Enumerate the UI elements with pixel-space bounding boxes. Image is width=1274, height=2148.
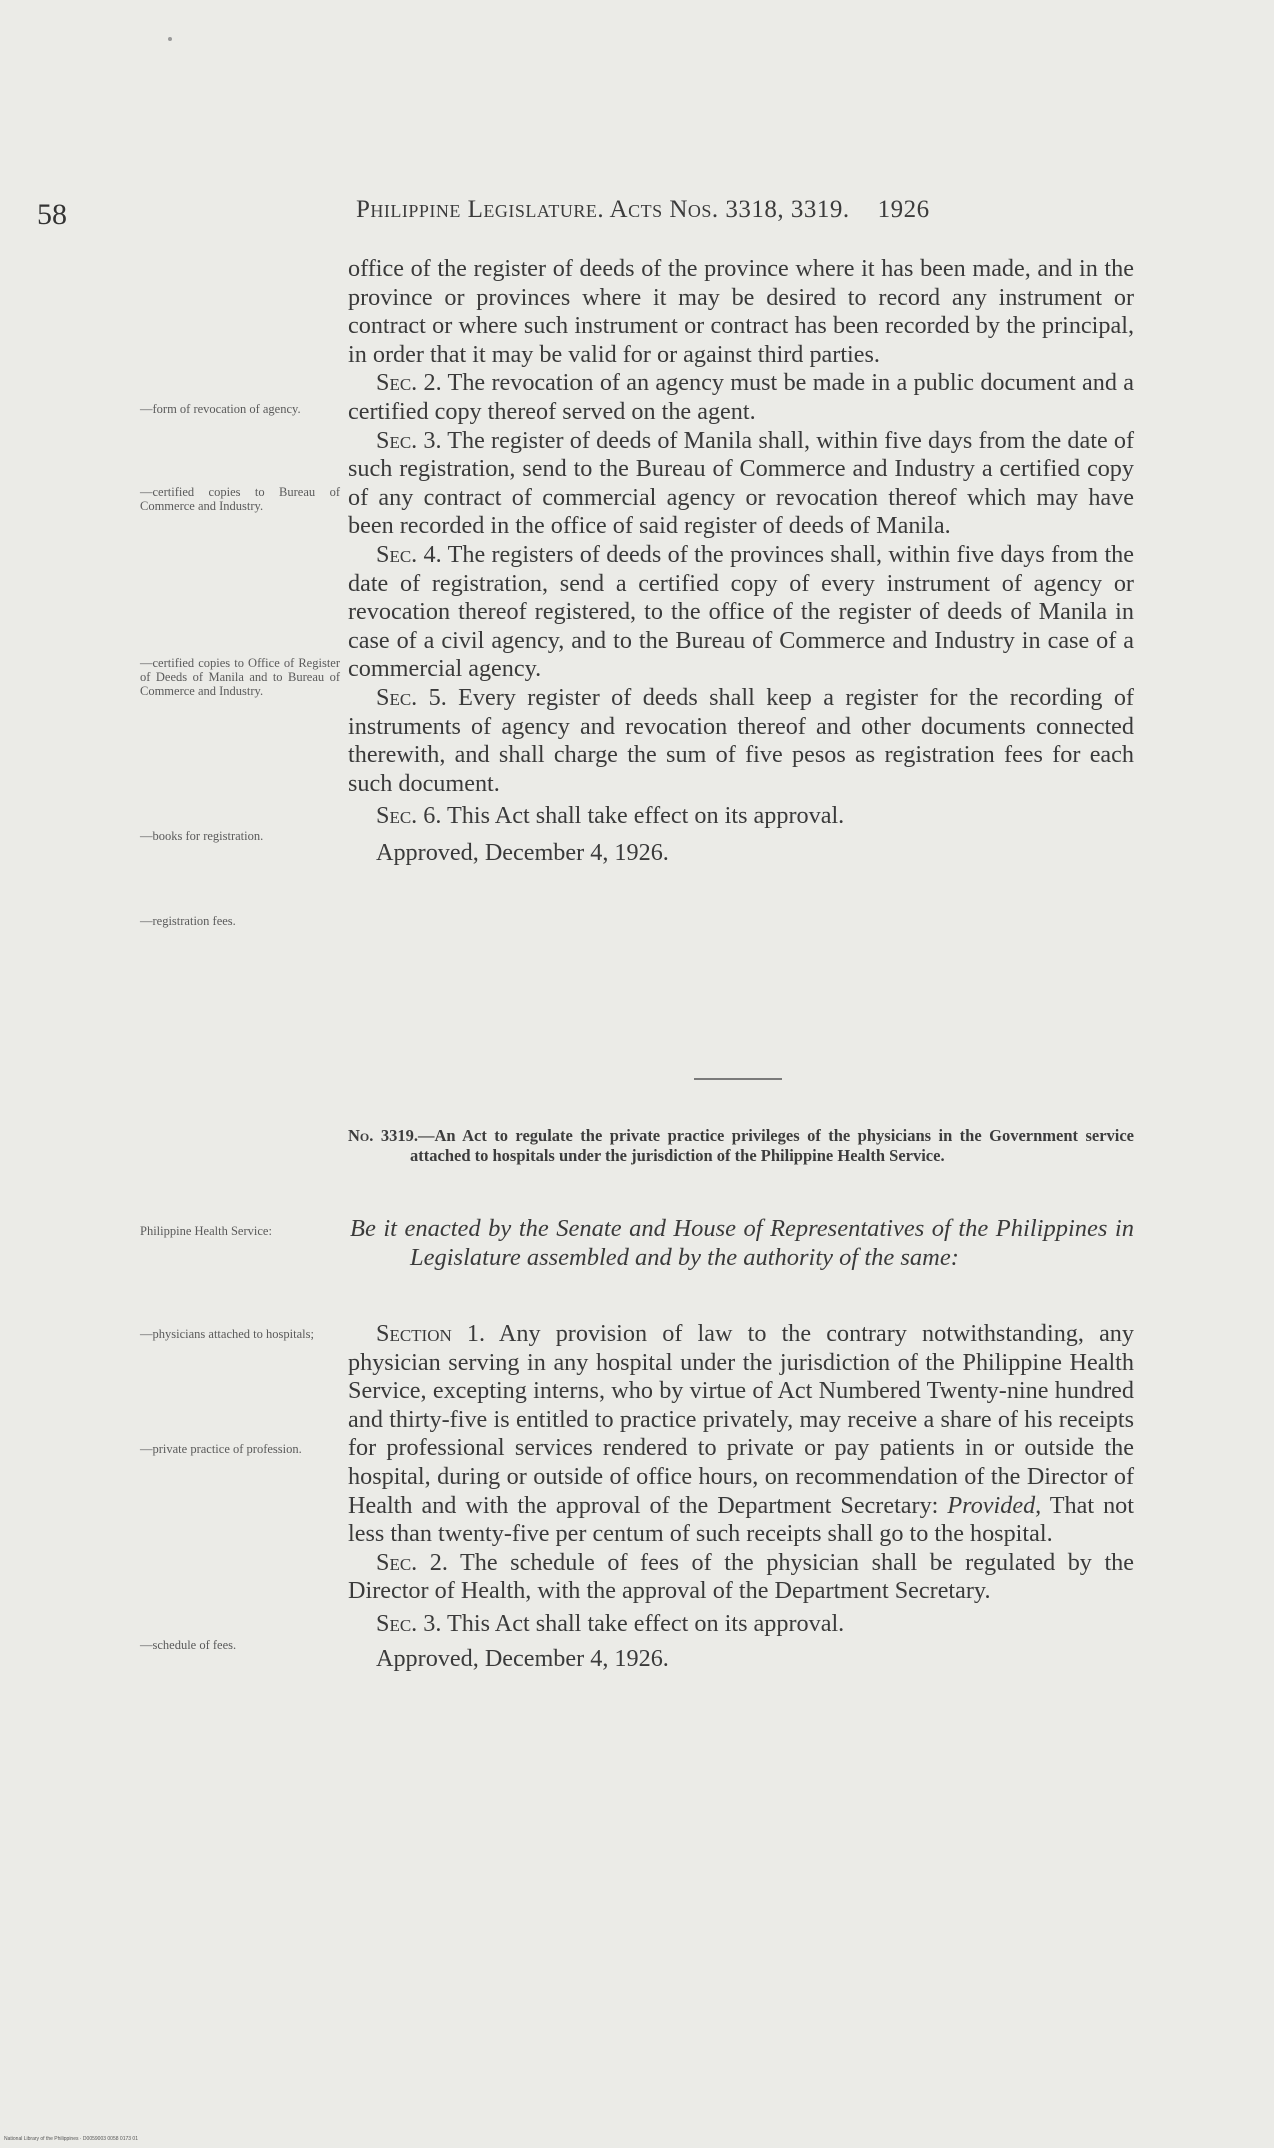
act-3318-body: [348, 255, 1134, 867]
header-year: 1926: [877, 196, 930, 223]
continuation-paragraph: office of the register of deeds of the province where it has been made, and in the province or provinces where it may be desired to record any instrument or contract or where such instrument or contract has been recorded by the principal, in order that it may be valid for or against third parties.: [348, 255, 1134, 368]
act2-approved: Approved, December 4, 1926.: [376, 1644, 669, 1672]
act-3319-body: [348, 1320, 1134, 1673]
act2-section-2: [348, 1549, 1134, 1606]
section-text: The revocation of an agency must be made in a public document and a certified copy thereof served on the agent.: [348, 369, 1134, 425]
act2-section-3: [348, 1610, 1134, 1639]
section-label: Sec. 2.: [376, 1548, 448, 1576]
proviso-word: Provided,: [947, 1491, 1042, 1519]
scan-speck: [168, 37, 172, 41]
act-3319-title: [348, 1126, 1134, 1166]
section-text: The registers of deeds of the provinces shall, within five days from the date of registration, send a certified copy of every instrument of agency or revocation thereof registered, to the office of the register of deeds of Manila in case of a civil agency, and to the Bureau of Commerce and Industry in case of a commercial agency.: [348, 540, 1134, 683]
section-text: This Act shall take effect on its approval.: [441, 802, 845, 830]
margin-note-revocation: —form of revocation of agency.: [140, 402, 301, 416]
margin-note-copies-bureau: —certified copies to Bureau of Commerce and Industry.: [140, 485, 340, 513]
act1-section-6: [348, 802, 1134, 831]
margin-note-private-practice: —private practice of profession.: [140, 1442, 302, 1456]
section-text: The register of deeds of Manila shall, within five days from the date of such registration, send to the Bureau of Commerce and Industry a certified copy of any contract of commercial agency or revocation thereof which may have been recorded in the office of said register of deeds of Manila.: [348, 426, 1134, 540]
section-text: Any provision of law to the contrary notwithstanding, any physician serving in any hospital under the jurisdiction of the Philippine Health Service, excepting interns, who by virtue of Act Numbered Twenty-nine hundred and thirty-five is entitled to practice privately, may receive a share of his receipts for professional services rendered to private or pay patients in or outside the hospital, during or outside of office hours, on recommendation of the Director of Health and with the approval of the Department Secretary:: [348, 1320, 1134, 1519]
section-label: Sec. 4.: [376, 540, 442, 568]
section-divider: [694, 1078, 782, 1080]
enacting-clause: Be it enacted by the Senate and House of Representatives of the Philippines in Legislature assembled and by the authority of the same:: [350, 1215, 1134, 1271]
section-label: Sec. 2.: [376, 369, 442, 397]
section-text: This Act shall take effect on its approval.: [441, 1609, 845, 1637]
act1-approved: Approved, December 4, 1926.: [376, 838, 669, 866]
section-label: Section 1.: [376, 1320, 486, 1347]
margin-note-physicians: —physicians attached to hospitals;: [140, 1327, 314, 1341]
section-label: Sec. 5.: [376, 683, 447, 711]
act1-section-3: [348, 427, 1134, 541]
margin-note-copies-register: —certified copies to Office of Register of Deeds of Manila and to Bureau of Commerce and Industry.: [140, 656, 340, 698]
section-text: Every register of deeds shall keep a register for the recording of instruments of agency and revocation thereof and other documents connected therewith, and shall charge the sum of five pesos as registration fees for each such document.: [348, 683, 1134, 797]
section-label: Sec. 3.: [376, 1609, 442, 1637]
act1-section-5: [348, 684, 1134, 798]
act1-section-4: [348, 541, 1134, 684]
section-label: Sec. 3.: [376, 426, 442, 454]
section-text: The schedule of fees of the physician shall be regulated by the Director of Health, with the approval of the Department Secretary.: [348, 1548, 1134, 1605]
running-header: [356, 196, 930, 224]
act-title: —An Act to regulate the private practice privileges of the physicians in the Government service attached to hospitals under the jurisdiction of the Philippine Health Service.: [410, 1126, 1135, 1165]
act2-section-1: [348, 1320, 1134, 1549]
margin-note-books: —books for registration.: [140, 829, 264, 843]
section-text: That not less than twenty-five per centum of such receipts shall go to the hospital.: [348, 1491, 1134, 1548]
page-number: 58: [37, 198, 67, 231]
section-label: Sec. 6.: [376, 802, 442, 830]
scan-credit: National Library of the Philippines · D0059003 0058 0173 01: [4, 2136, 138, 2142]
margin-note-schedule: —schedule of fees.: [140, 1638, 237, 1652]
act-number: No. 3319.: [348, 1126, 418, 1145]
margin-note-fees: —registration fees.: [140, 914, 236, 928]
margin-note-health-service: Philippine Health Service:: [140, 1224, 272, 1238]
running-title: Philippine Legislature. Acts Nos. 3318, 3319.: [356, 196, 850, 223]
act1-section-2: [348, 369, 1134, 426]
